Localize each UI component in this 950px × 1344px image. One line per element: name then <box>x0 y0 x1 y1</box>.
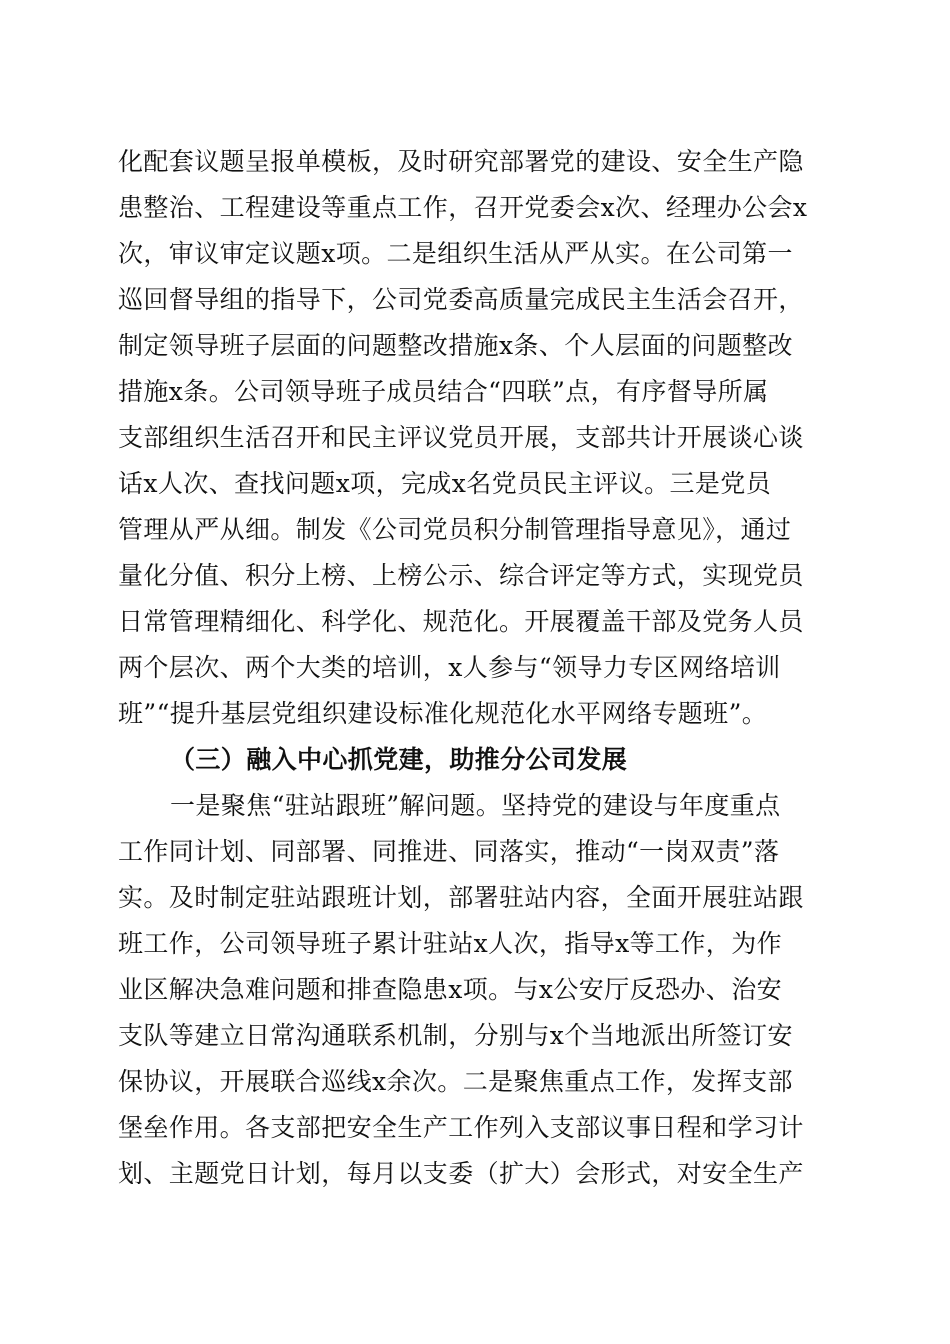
body-text-line: 业区解决急难问题和排查隐患x项。与x公安厅反恐办、治安 <box>118 975 783 1004</box>
body-text-line: 话x人次、查找问题x项，完成x名党员民主评议。三是党员 <box>118 469 772 498</box>
body-text-line: 两个层次、两个大类的培训，x人参与“领导力专区网络培训 <box>118 653 781 682</box>
body-text-line: 次，审议审定议题x项。二是组织生活从严从实。在公司第一 <box>118 239 793 268</box>
body-text-line: 一是聚焦“驻站跟班”解问题。坚持党的建设与年度重点 <box>170 791 781 820</box>
body-text-line: 管理从严从细。制发《公司党员积分制管理指导意见》，通过 <box>118 515 792 544</box>
body-text-line: 日常管理精细化、科学化、规范化。开展覆盖干部及党务人员 <box>118 607 804 636</box>
body-text-line: 班工作，公司领导班子累计驻站x人次，指导x等工作，为作 <box>118 929 783 958</box>
body-text-line: 支部组织生活召开和民主评议党员开展，支部共计开展谈心谈 <box>118 423 804 452</box>
section-heading: （三）融入中心抓党建，助推分公司发展 <box>170 745 628 774</box>
body-text-line: 巡回督导组的指导下，公司党委高质量完成民主生活会召开， <box>118 285 804 314</box>
body-text-line: 工作同计划、同部署、同推进、同落实，推动“一岗双责”落 <box>118 837 780 866</box>
body-text-line: 量化分值、积分上榜、上榜公示、综合评定等方式，实现党员 <box>118 561 804 590</box>
body-text-line: 堡垒作用。各支部把安全生产工作列入支部议事日程和学习计 <box>118 1113 804 1142</box>
body-text-line: 支队等建立日常沟通联系机制，分别与x个当地派出所签订安 <box>118 1021 793 1050</box>
body-text-line: 化配套议题呈报单模板，及时研究部署党的建设、安全生产隐 <box>118 147 804 176</box>
body-text-line: 保协议，开展联合巡线x余次。二是聚焦重点工作，发挥支部 <box>118 1067 793 1096</box>
body-text-line: 实。及时制定驻站跟班计划，部署驻站内容，全面开展驻站跟 <box>118 883 804 912</box>
body-text-line: 班”“提升基层党组织建设标准化规范化水平网络专题班”。 <box>118 699 768 728</box>
body-text-line: 划、主题党日计划，每月以支委（扩大）会形式，对安全生产 <box>118 1159 804 1188</box>
body-text-line: 制定领导班子层面的问题整改措施x条、个人层面的问题整改 <box>118 331 793 360</box>
body-text-line: 患整治、工程建设等重点工作，召开党委会x次、经理办公会x <box>118 193 808 222</box>
body-text-line: 措施x条。公司领导班子成员结合“四联”点，有序督导所属 <box>118 377 769 406</box>
